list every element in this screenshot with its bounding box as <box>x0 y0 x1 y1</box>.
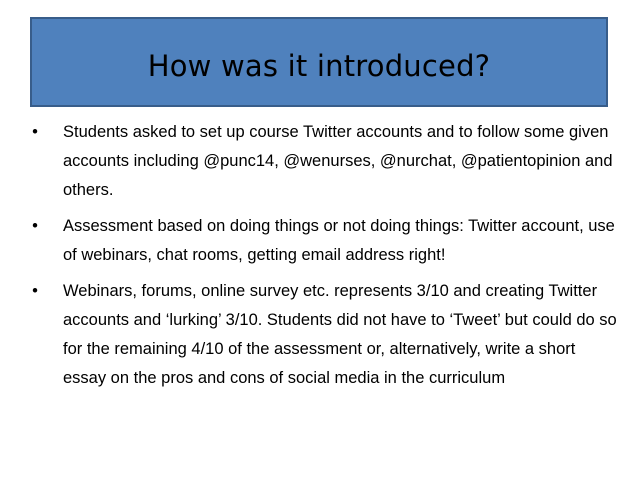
title-banner <box>30 17 608 107</box>
bullet-text: Webinars, forums, online survey etc. represents 3/10 and creating Twitter accounts and ‘lurking’ 3/10. Students did not have to ‘Tweet’ but could do so for the remaining 4/10 of the assessment or, alternatively, write a short essay on the pros and cons of social media in the curriculum <box>63 282 617 387</box>
bullet-icon: • <box>32 123 38 141</box>
bullet-text: Students asked to set up course Twitter accounts and to follow some given accounts including @punc14, @wenurses, @nurchat, @patientopinion and others. <box>63 123 613 199</box>
bullet-icon: • <box>32 217 38 235</box>
slide-title: How was it introduced? <box>147 49 491 83</box>
bullet-item-1 <box>27 118 617 205</box>
bullet-list <box>27 118 617 400</box>
bullet-icon: • <box>32 282 38 300</box>
bullet-item-2 <box>27 212 617 270</box>
bullet-item-3 <box>27 277 617 393</box>
bullet-text: Assessment based on doing things or not doing things: Twitter account, use of webinars, chat rooms, getting email address right! <box>63 217 615 264</box>
